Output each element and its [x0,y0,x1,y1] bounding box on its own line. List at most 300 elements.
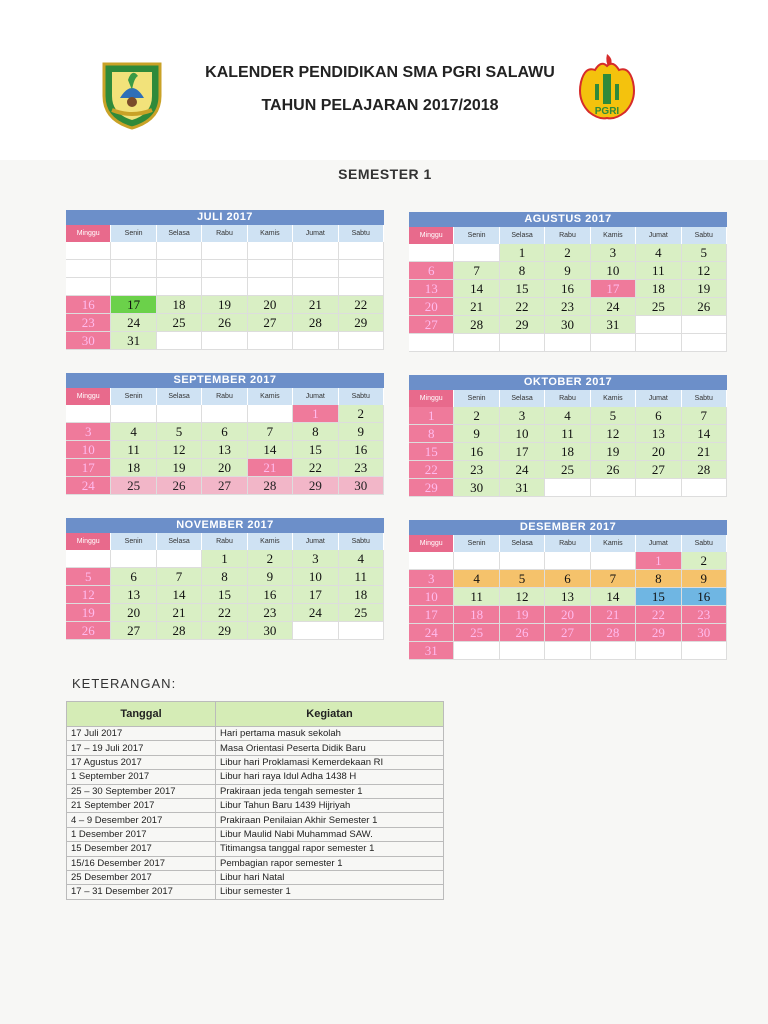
legend-body [67,727,444,900]
weekday-header: Minggu [409,535,454,552]
legend-activity: Pembagian rapor semester 1 [216,856,444,870]
day-cell: 3 [293,550,338,568]
day-cell [591,334,636,352]
day-cell [682,334,727,352]
day-cell: 26 [682,298,727,316]
day-cell: 9 [545,262,590,280]
day-cell [202,260,247,278]
day-cell: 9 [682,570,727,588]
day-cell: 21 [591,606,636,624]
day-cell: 30 [248,622,293,640]
day-cell [339,260,384,278]
week-row [66,459,384,477]
day-cell: 4 [111,423,156,441]
day-cell: 9 [248,568,293,586]
day-cell: 5 [591,407,636,425]
day-cell [500,642,545,660]
day-cell: 28 [293,314,338,332]
legend-row [67,813,444,827]
weekday-header: Jumat [636,227,681,244]
day-cell: 29 [293,477,338,495]
week-row [66,405,384,423]
day-cell: 25 [545,461,590,479]
day-cell: 21 [293,296,338,314]
day-cell [248,242,293,260]
day-cell: 2 [682,552,727,570]
day-cell [111,278,156,296]
weekday-header: Selasa [500,390,545,407]
legend-row [67,755,444,769]
day-cell [248,332,293,350]
legend-title: KETERANGAN: [72,676,177,691]
day-cell: 30 [454,479,499,497]
day-cell: 29 [409,479,454,497]
day-cell: 18 [339,586,384,604]
week-row [66,260,384,278]
day-cell: 4 [636,244,681,262]
weekday-header: Minggu [66,225,111,242]
legend-date: 17 – 19 Juli 2017 [67,741,216,755]
weekday-header: Jumat [293,388,338,405]
day-cell: 23 [454,461,499,479]
weekday-header: Jumat [293,225,338,242]
day-cell [591,642,636,660]
month-title: NOVEMBER 2017 [66,518,384,533]
day-cell [454,552,499,570]
legend-activity: Masa Orientasi Peserta Didik Baru [216,741,444,755]
legend-activity: Libur Tahun Baru 1439 Hijriyah [216,798,444,812]
week-row [66,550,384,568]
week-row [66,477,384,495]
day-cell: 22 [202,604,247,622]
weekday-header: Sabtu [682,390,727,407]
semester-heading: SEMESTER 1 [338,166,432,182]
month-calendar-november [66,518,384,640]
day-cell: 23 [248,604,293,622]
day-cell: 11 [636,262,681,280]
legend-date: 15/16 Desember 2017 [67,856,216,870]
weekday-header: Senin [454,535,499,552]
day-cell [682,316,727,334]
day-cell: 15 [500,280,545,298]
weekday-header: Rabu [545,390,590,407]
day-cell: 30 [545,316,590,334]
day-cell: 19 [157,459,202,477]
weekday-header: Senin [111,225,156,242]
day-cell: 9 [339,423,384,441]
legend-row [67,870,444,884]
day-cell: 10 [409,588,454,606]
day-cell: 1 [293,405,338,423]
weekday-header: Selasa [500,535,545,552]
legend-row [67,741,444,755]
day-cell: 17 [66,459,111,477]
day-cell: 11 [339,568,384,586]
week-row [409,298,727,316]
day-cell [591,479,636,497]
day-cell [157,260,202,278]
day-cell: 10 [66,441,111,459]
weekday-header: Minggu [66,388,111,405]
legend-activity: Hari pertama masuk sekolah [216,727,444,741]
legend-header-tanggal: Tanggal [67,702,216,727]
day-cell: 8 [636,570,681,588]
day-cell: 8 [500,262,545,280]
day-cell: 3 [500,407,545,425]
day-cell [248,278,293,296]
day-cell: 22 [293,459,338,477]
weekday-header: Kamis [248,388,293,405]
day-cell: 11 [454,588,499,606]
day-cell: 9 [454,425,499,443]
day-cell [66,242,111,260]
day-cell [157,278,202,296]
week-row [409,334,727,352]
day-cell: 26 [66,622,111,640]
day-cell: 7 [682,407,727,425]
day-cell: 20 [248,296,293,314]
week-row [409,316,727,334]
day-cell: 27 [111,622,156,640]
day-cell: 22 [409,461,454,479]
week-row [66,622,384,640]
day-cell [500,334,545,352]
day-cell [66,260,111,278]
day-cell [636,642,681,660]
legend-row [67,770,444,784]
day-cell: 24 [111,314,156,332]
day-cell: 31 [591,316,636,334]
weekday-header: Selasa [157,225,202,242]
week-row [66,604,384,622]
month-title: JULI 2017 [66,210,384,225]
weekday-header: Sabtu [339,225,384,242]
day-cell [636,316,681,334]
legend-row [67,727,444,741]
weekday-header: Rabu [545,535,590,552]
week-row [409,443,727,461]
day-cell: 12 [500,588,545,606]
legend-table [66,701,444,900]
day-cell: 24 [500,461,545,479]
day-cell: 12 [591,425,636,443]
month-calendar-september [66,373,384,495]
day-cell: 1 [409,407,454,425]
document-subtitle: TAHUN PELAJARAN 2017/2018 [261,97,499,114]
month-title: AGUSTUS 2017 [409,212,727,227]
day-cell [339,278,384,296]
day-cell: 27 [409,316,454,334]
day-cell: 28 [454,316,499,334]
weekday-header: Kamis [591,390,636,407]
day-cell: 28 [157,622,202,640]
weekday-header-row [409,227,727,244]
day-cell: 16 [682,588,727,606]
day-cell: 4 [454,570,499,588]
week-row [66,332,384,350]
week-row [66,278,384,296]
weekday-header: Kamis [248,225,293,242]
day-cell: 15 [636,588,681,606]
month-calendar-agustus [409,212,727,352]
week-row [409,479,727,497]
day-cell [293,242,338,260]
day-cell: 12 [682,262,727,280]
day-cell: 11 [111,441,156,459]
day-cell [293,622,338,640]
day-cell: 20 [111,604,156,622]
day-cell [202,278,247,296]
day-cell: 15 [293,441,338,459]
legend-date: 15 Desember 2017 [67,842,216,856]
day-cell: 30 [682,624,727,642]
day-cell: 13 [111,586,156,604]
day-cell: 14 [454,280,499,298]
legend-date: 25 – 30 September 2017 [67,784,216,798]
day-cell: 6 [409,262,454,280]
week-row [66,586,384,604]
day-cell [157,242,202,260]
day-cell: 21 [454,298,499,316]
day-cell [454,334,499,352]
legend-header-kegiatan: Kegiatan [216,702,444,727]
day-cell: 6 [545,570,590,588]
weekday-header: Minggu [409,227,454,244]
day-cell: 7 [591,570,636,588]
day-cell: 20 [409,298,454,316]
week-row [409,425,727,443]
day-cell: 24 [409,624,454,642]
day-cell: 7 [454,262,499,280]
day-cell: 3 [409,570,454,588]
day-cell: 29 [339,314,384,332]
weekday-header: Rabu [202,388,247,405]
day-cell: 29 [202,622,247,640]
day-cell: 23 [545,298,590,316]
day-cell: 26 [591,461,636,479]
day-cell: 19 [66,604,111,622]
day-cell: 6 [636,407,681,425]
day-cell: 19 [500,606,545,624]
day-cell: 13 [409,280,454,298]
day-cell [248,260,293,278]
day-cell: 26 [157,477,202,495]
legend-activity: Prakiraan jeda tengah semester 1 [216,784,444,798]
pgri-logo-text: PGRI [594,106,620,117]
week-row [409,588,727,606]
week-row [66,296,384,314]
day-cell: 6 [111,568,156,586]
week-row [409,280,727,298]
week-row [409,262,727,280]
week-row [409,606,727,624]
day-cell: 16 [454,443,499,461]
legend-row [67,784,444,798]
day-cell [682,642,727,660]
legend-activity: Libur Maulid Nabi Muhammad SAW. [216,827,444,841]
day-cell: 26 [500,624,545,642]
day-cell [339,242,384,260]
month-calendar-oktober [409,375,727,497]
day-cell [545,642,590,660]
day-cell: 11 [545,425,590,443]
day-cell: 2 [248,550,293,568]
weekday-header: Jumat [636,535,681,552]
day-cell: 31 [409,642,454,660]
day-cell: 18 [545,443,590,461]
day-cell: 14 [248,441,293,459]
day-cell: 25 [111,477,156,495]
day-cell: 5 [682,244,727,262]
legend-date: 1 Desember 2017 [67,827,216,841]
weekday-header: Senin [454,227,499,244]
weekday-header: Kamis [248,533,293,550]
day-cell [545,334,590,352]
day-cell [500,552,545,570]
legend-activity: Titimangsa tanggal rapor semester 1 [216,842,444,856]
day-cell [293,260,338,278]
day-cell: 18 [454,606,499,624]
day-cell [409,334,454,352]
day-cell: 16 [545,280,590,298]
day-cell: 15 [409,443,454,461]
legend-activity: Libur semester 1 [216,885,444,899]
weekday-header-row [409,390,727,407]
day-cell: 15 [202,586,247,604]
day-cell [293,332,338,350]
weekday-header-row [66,533,384,550]
day-cell: 19 [682,280,727,298]
legend-row [67,842,444,856]
day-cell: 23 [682,606,727,624]
day-cell: 7 [157,568,202,586]
day-cell: 22 [500,298,545,316]
weekday-header: Kamis [591,535,636,552]
day-cell [111,405,156,423]
day-cell [409,552,454,570]
day-cell: 10 [591,262,636,280]
day-cell: 6 [202,423,247,441]
weekday-header: Sabtu [682,227,727,244]
day-cell [157,405,202,423]
day-cell: 2 [545,244,590,262]
day-cell [636,334,681,352]
day-cell: 12 [157,441,202,459]
weekday-header: Senin [111,533,156,550]
day-cell: 20 [636,443,681,461]
day-cell: 28 [682,461,727,479]
day-cell: 13 [202,441,247,459]
month-title: DESEMBER 2017 [409,520,727,535]
week-row [409,552,727,570]
day-cell: 27 [636,461,681,479]
day-cell: 19 [202,296,247,314]
legend-activity: Libur hari Natal [216,870,444,884]
month-title: OKTOBER 2017 [409,375,727,390]
weekday-header: Selasa [157,533,202,550]
day-cell [636,479,681,497]
month-title: SEPTEMBER 2017 [66,373,384,388]
day-cell: 8 [202,568,247,586]
week-row [409,461,727,479]
day-cell [545,552,590,570]
legend-row [67,827,444,841]
day-cell: 13 [545,588,590,606]
legend-date: 4 – 9 Desember 2017 [67,813,216,827]
day-cell: 19 [591,443,636,461]
day-cell: 10 [500,425,545,443]
weekday-header: Senin [454,390,499,407]
day-cell: 26 [202,314,247,332]
week-row [409,642,727,660]
day-cell: 25 [339,604,384,622]
day-cell: 20 [202,459,247,477]
month-calendar-juli [66,210,384,350]
day-cell [454,244,499,262]
day-cell: 5 [500,570,545,588]
day-cell: 17 [293,586,338,604]
weekday-header-row [409,535,727,552]
legend-date: 1 September 2017 [67,770,216,784]
weekday-header: Rabu [202,533,247,550]
day-cell: 2 [339,405,384,423]
day-cell: 18 [636,280,681,298]
day-cell: 21 [248,459,293,477]
document-title: KALENDER PENDIDIKAN SMA PGRI SALAWU [205,64,555,81]
legend-row [67,856,444,870]
weekday-header-row [66,388,384,405]
day-cell: 22 [636,606,681,624]
weekday-header-row [66,225,384,242]
week-row [409,407,727,425]
legend-row [67,798,444,812]
day-cell [111,260,156,278]
legend-date: 21 September 2017 [67,798,216,812]
day-cell: 23 [66,314,111,332]
week-row [66,568,384,586]
day-cell: 5 [157,423,202,441]
day-cell: 14 [157,586,202,604]
week-row [66,423,384,441]
day-cell: 28 [591,624,636,642]
day-cell: 17 [500,443,545,461]
day-cell: 24 [293,604,338,622]
legend-row [67,885,444,899]
day-cell: 16 [248,586,293,604]
day-cell: 8 [293,423,338,441]
day-cell [682,479,727,497]
day-cell: 3 [66,423,111,441]
legend-activity: Prakiraan Penilaian Akhir Semester 1 [216,813,444,827]
day-cell [248,405,293,423]
day-cell: 1 [500,244,545,262]
day-cell [66,550,111,568]
weekday-header: Selasa [500,227,545,244]
day-cell [339,622,384,640]
day-cell: 16 [339,441,384,459]
day-cell [591,552,636,570]
day-cell: 25 [454,624,499,642]
day-cell: 24 [591,298,636,316]
day-cell [157,550,202,568]
day-cell: 4 [545,407,590,425]
day-cell [66,278,111,296]
day-cell: 20 [545,606,590,624]
day-cell: 10 [293,568,338,586]
day-cell [454,642,499,660]
day-cell: 5 [66,568,111,586]
day-cell [202,405,247,423]
